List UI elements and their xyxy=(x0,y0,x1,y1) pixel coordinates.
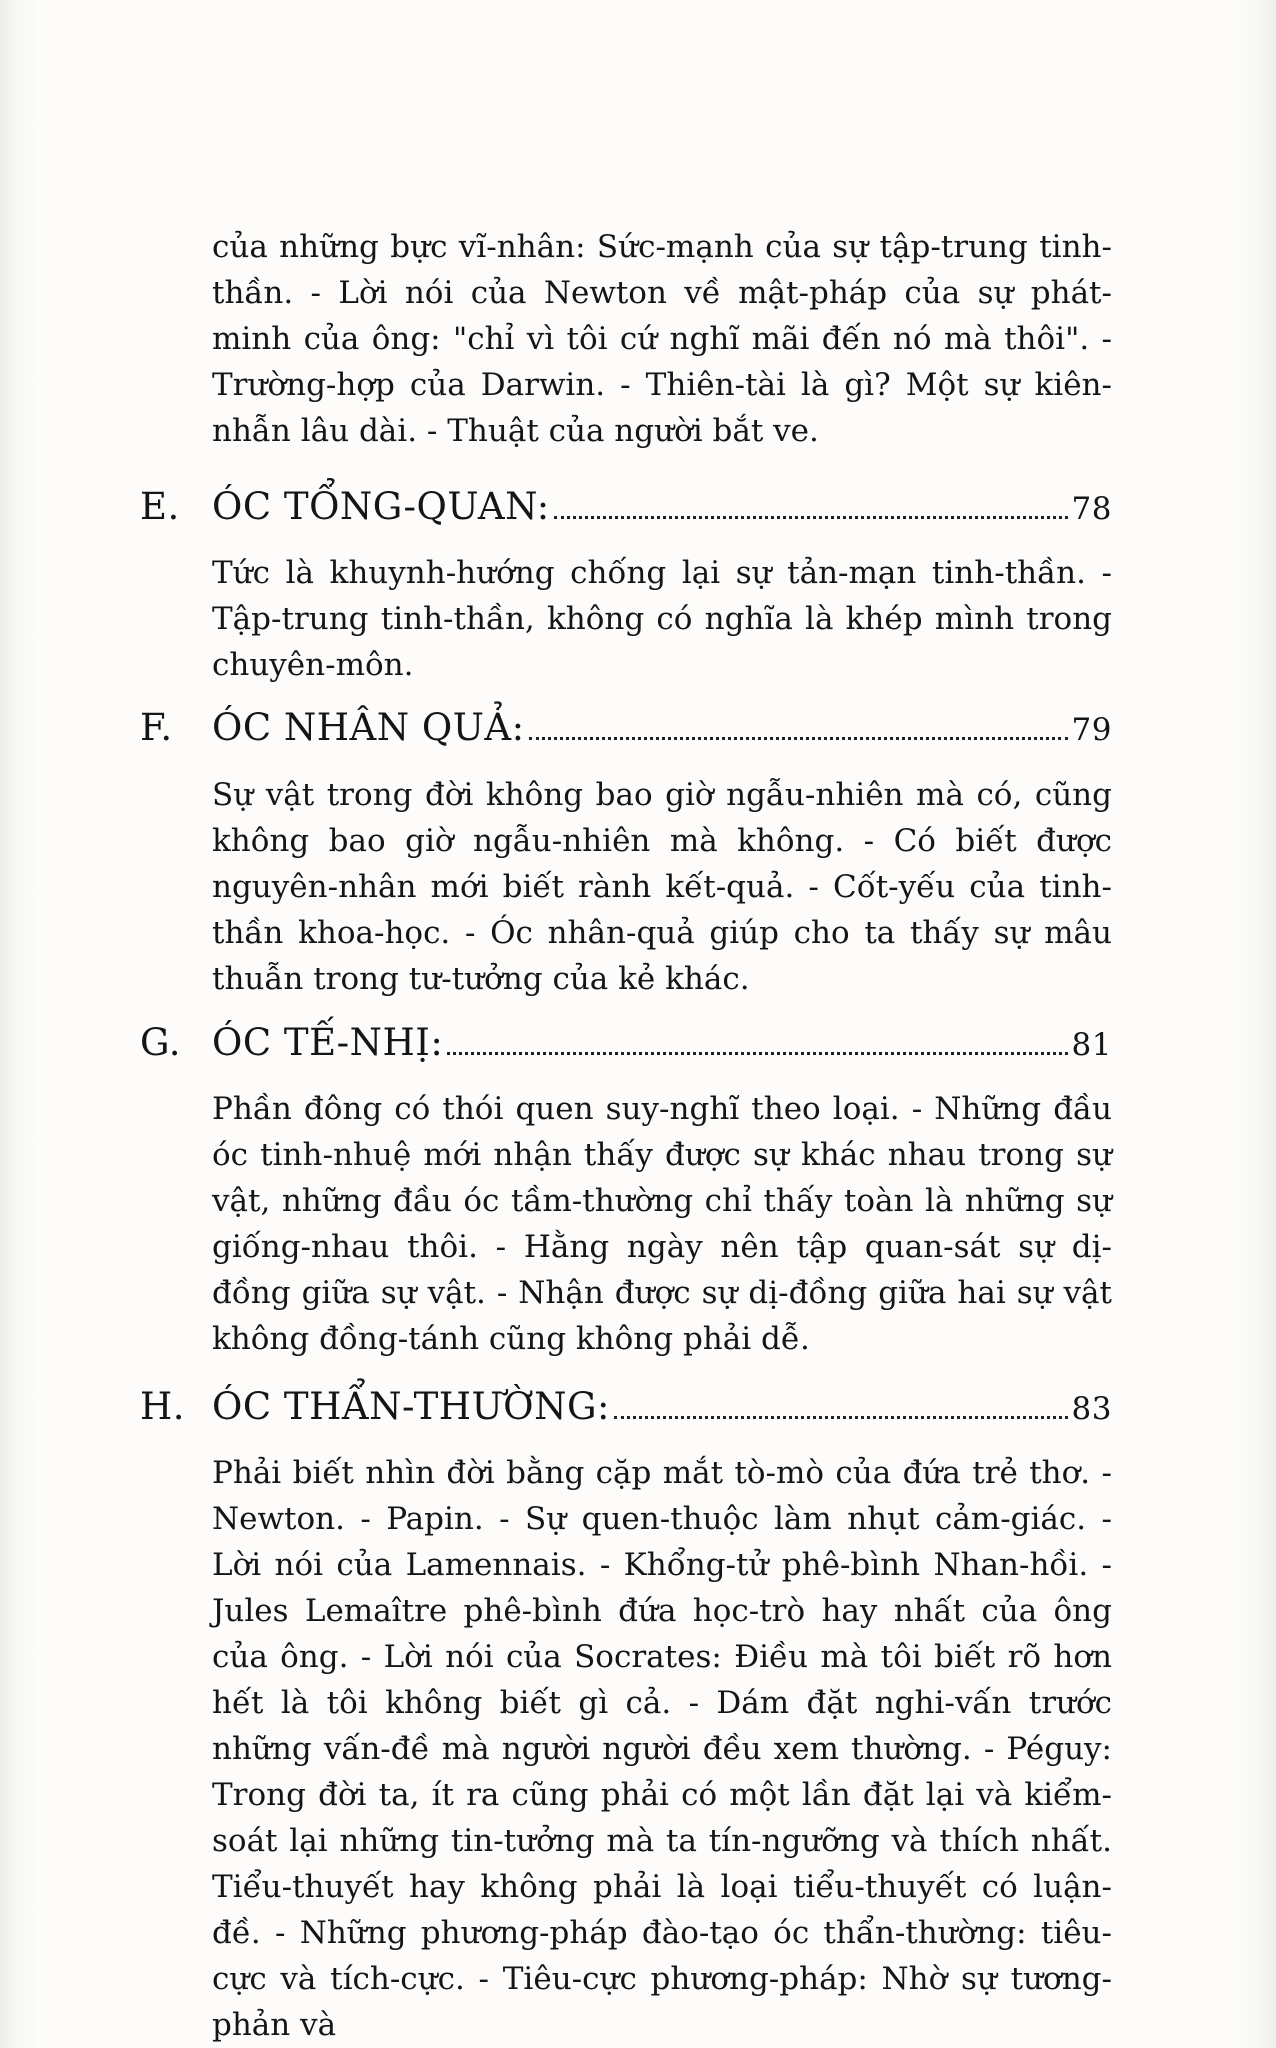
section-text: Phải biết nhìn đời bằng cặp mắt tò-mò của đứa trẻ thơ. - Newton. - Papin. - Sự quen-thuộc làm nhụt cảm-giác. - Lời nói của Lamennais. - Khổng-tử phê-bình Nhan-hồi. - Jules Lemaître phê-bình đứa học-trò hay nhất của ông của ông. - Lời nói của Socrates: Điều mà tôi biết rõ hơn hết là tôi không biết gì cả. - Dám đặt nghi-vấn trước những vấn-đề mà người người đều xem thường. - Péguy: Trong đời ta, ít ra cũng phải có một lần đặt lại và kiểm-soát lại những tin-tưởng mà ta tín-ngưỡng và thích nhất. Tiểu-thuyết hay không phải là loại tiểu-thuyết có luận-đề. - Những phương-pháp đào-tạo óc thẩn-thường: tiêu-cực và tích-cực. - Tiêu-cực phương-pháp: Nhờ sự tương-phản và xyxy=(212,1455,1112,2043)
page-number: 79 xyxy=(1071,712,1112,748)
page-number: 83 xyxy=(1071,1391,1112,1427)
intro-block xyxy=(212,224,1112,454)
section-title: ÓC TẾ-NHỊ: xyxy=(212,1021,444,1064)
section-heading-h xyxy=(140,1384,1112,1432)
section-text: Tức là khuynh-hướng chống lại sự tản-mạn tinh-thần. - Tập-trung tinh-thần, không có nghĩa là khép mình trong chuyên-môn. xyxy=(212,555,1112,683)
section-heading-g xyxy=(140,1020,1112,1068)
page-number: 81 xyxy=(1071,1027,1112,1063)
dot-leader xyxy=(447,1051,1067,1055)
section-heading-e xyxy=(140,484,1112,532)
section-body-f xyxy=(212,772,1112,1002)
dot-leader xyxy=(554,515,1068,519)
section-title: ÓC THẨN-THƯỜNG: xyxy=(212,1385,610,1428)
section-letter: E. xyxy=(140,485,180,528)
section-text: Sự vật trong đời không bao giờ ngẫu-nhiên mà có, cũng không bao giờ ngẫu-nhiên mà không. - Có biết được nguyên-nhân mới biết rành kết-quả. - Cốt-yếu của tinh-thần khoa-học. - Óc nhân-quả giúp cho ta thấy sự mâu thuẫn trong tư-tưởng của kẻ khác. xyxy=(212,777,1112,997)
section-text: Phần đông có thói quen suy-nghĩ theo loại. - Những đầu óc tinh-nhuệ mới nhận thấy được sự khác nhau trong sự vật, những đầu óc tầm-thường chỉ thấy toàn là những sự giống-nhau thôi. - Hằng ngày nên tập quan-sát sự dị-đồng giữa sự vật. - Nhận được sự dị-đồng giữa hai sự vật không đồng-tánh cũng không phải dễ. xyxy=(212,1091,1112,1357)
section-letter: H. xyxy=(140,1385,186,1428)
section-title: ÓC TỔNG-QUAN: xyxy=(212,485,550,528)
section-title: ÓC NHÂN QUẢ: xyxy=(212,706,525,749)
section-letter: F. xyxy=(140,706,173,749)
page-number: 78 xyxy=(1071,491,1112,527)
section-body-h xyxy=(212,1450,1112,2048)
dot-leader xyxy=(614,1415,1068,1419)
dot-leader xyxy=(529,736,1068,740)
section-heading-f xyxy=(140,705,1112,753)
intro-paragraph: của những bực vĩ-nhân: Sức-mạnh của sự tập-trung tinh-thần. - Lời nói của Newton về mật-pháp của sự phát-minh của ông: "chỉ vì tôi cứ nghĩ mãi đến nó mà thôi". - Trường-hợp của Darwin. - Thiên-tài là gì? Một sự kiên-nhẫn lâu dài. - Thuật của người bắt ve. xyxy=(212,229,1112,449)
section-body-e xyxy=(212,550,1112,688)
section-body-g xyxy=(212,1086,1112,1362)
section-letter: G. xyxy=(140,1021,181,1064)
